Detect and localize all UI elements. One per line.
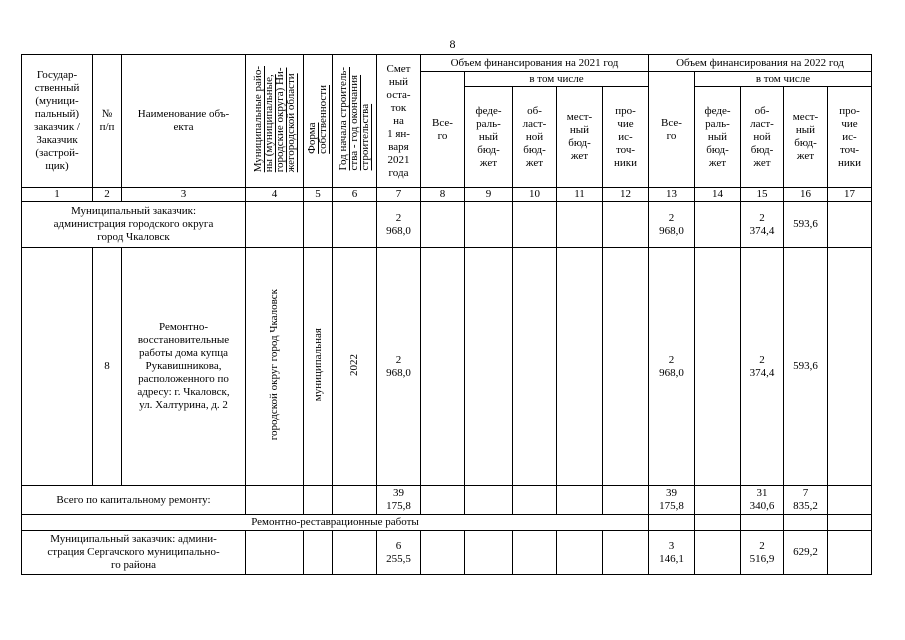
text-line: ласт-	[522, 117, 547, 130]
text-line: го	[437, 129, 448, 142]
text-line: 175,8	[386, 500, 411, 512]
text-line: городские округа) Ни-	[273, 67, 286, 173]
text-line: 2	[395, 211, 402, 224]
header-other-2021	[603, 87, 649, 188]
text-line: 374,4	[749, 224, 775, 237]
text-line: 968,0	[659, 366, 684, 379]
text-line: жет	[796, 150, 815, 162]
table-row	[22, 515, 872, 531]
object-years: 2022	[333, 248, 377, 486]
total-2022-cell	[649, 486, 695, 515]
text-line: мест-	[566, 111, 593, 123]
header-including-2021: в том числе	[465, 72, 649, 87]
page-number: 8	[449, 37, 456, 51]
text-line: Государ-	[36, 69, 78, 81]
text-line: об-	[527, 104, 542, 117]
col-num-5: 5	[304, 188, 333, 202]
text-line: мест-	[792, 111, 819, 123]
text-line: 31	[756, 487, 768, 499]
text-line: расположенного по	[138, 373, 229, 385]
text-line: жет	[525, 156, 544, 169]
text-line: 255,5	[386, 552, 411, 565]
total-2022-cell	[649, 248, 695, 486]
column-number-row	[22, 188, 872, 202]
text-line: ласт-	[750, 117, 774, 130]
object-name	[122, 248, 246, 486]
text-line: 835,2	[793, 500, 818, 512]
header-other-2022	[828, 87, 872, 188]
text-line: го	[666, 129, 677, 142]
text-line: 340,6	[749, 500, 775, 512]
text-line: пальный)	[34, 108, 80, 120]
customer-label	[22, 531, 246, 575]
text-line: (застрой-	[35, 147, 79, 159]
text-line: ток	[390, 101, 407, 114]
text-line: го района	[110, 559, 157, 571]
text-line: 39	[393, 487, 404, 499]
total-2022-cell	[649, 531, 695, 575]
col-num-15: 15	[741, 188, 784, 202]
text-line: Форма	[306, 122, 318, 154]
header-financing-2021: Объем финансирования на 2021 год	[421, 55, 649, 72]
text-line: адресу: г. Чкаловск,	[137, 386, 230, 398]
header-total-2022	[649, 72, 695, 188]
text-line: Муниципальный заказчик:	[70, 205, 197, 217]
local-2022-cell	[784, 486, 828, 515]
table-row	[22, 202, 872, 248]
text-line: строительства	[359, 104, 371, 171]
text-line: 7	[802, 487, 809, 499]
text-line: жет	[479, 156, 498, 169]
text-line: п/п	[99, 121, 115, 133]
estimated-balance-cell	[377, 486, 421, 515]
text-line: бюд-	[794, 137, 817, 149]
local-2022-cell: 593,6	[784, 202, 828, 248]
text-line: Муниципальные райо-	[251, 65, 264, 173]
text-line: Рукавишникова,	[145, 360, 222, 372]
col-num-16: 16	[784, 188, 828, 202]
col-num-7: 7	[377, 188, 421, 202]
table-row	[22, 531, 872, 575]
text-line: оста-	[386, 88, 411, 101]
regional-2022-cell	[741, 531, 784, 575]
text-line: 1 ян-	[387, 127, 410, 140]
estimated-balance-cell	[377, 248, 421, 486]
text-line: заказчик /	[34, 121, 80, 133]
header-object-name	[122, 55, 246, 188]
table-row	[22, 248, 872, 486]
text-line: собственности	[317, 84, 329, 154]
text-line: Год начала строитель-	[337, 67, 349, 171]
col-num-4: 4	[246, 188, 304, 202]
text-line: чие	[841, 117, 858, 130]
text-line: 2	[759, 211, 765, 224]
text-line: Муниципальный заказчик: админи-	[50, 533, 217, 545]
text-line: Все-	[432, 116, 453, 129]
text-line: 3	[668, 539, 675, 552]
text-line: щик)	[45, 160, 69, 172]
text-line: 2	[759, 539, 765, 552]
col-num-12: 12	[603, 188, 649, 202]
text-line: варя	[388, 140, 409, 153]
regional-2022-cell	[741, 486, 784, 515]
text-line: (муници-	[35, 95, 79, 107]
text-line: 2	[759, 353, 765, 366]
text-line: 2021	[387, 153, 410, 166]
text-line: 968,0	[386, 224, 411, 237]
text-line: раль-	[705, 117, 730, 130]
text-line: года	[388, 166, 409, 179]
text-line: 2	[668, 211, 675, 224]
text-line: точ-	[839, 143, 860, 156]
text-line: бюд-	[523, 143, 546, 156]
local-2022-cell: 629,2	[784, 531, 828, 575]
text-line: 2	[668, 353, 675, 366]
header-local-2022	[784, 87, 828, 188]
text-line: об-	[754, 104, 770, 117]
text-line: на	[393, 114, 404, 127]
text-line: 516,9	[749, 552, 775, 565]
text-line: ства - год окончания	[348, 75, 360, 171]
text-line: бюд-	[477, 143, 500, 156]
header-regional-2021	[513, 87, 557, 188]
text-line: жет	[570, 150, 589, 162]
col-num-6: 6	[333, 188, 377, 202]
col-num-13: 13	[649, 188, 695, 202]
total-capital-label: Всего по капитальному ремонту:	[22, 486, 246, 515]
regional-2022-cell	[741, 248, 784, 486]
col-num-11: 11	[557, 188, 603, 202]
text-line: феде-	[704, 104, 731, 117]
text-line: ный	[388, 75, 409, 88]
header-number	[93, 55, 122, 188]
table-row	[22, 486, 872, 515]
header-districts	[246, 55, 304, 188]
header-federal-2022	[695, 87, 741, 188]
header-customer	[22, 55, 93, 188]
text-line: ники	[613, 156, 637, 169]
text-line: бюд-	[568, 137, 591, 149]
text-line: ный	[569, 124, 590, 136]
text-line: чие	[617, 117, 634, 130]
text-line: восстановительные	[137, 334, 230, 346]
local-2022-cell: 593,6	[784, 248, 828, 486]
text-line: ны (муниципальные,	[262, 74, 275, 173]
text-line: администрация городского округа	[53, 218, 214, 230]
text-line: 2	[395, 353, 402, 366]
header-construction-years	[333, 55, 377, 188]
text-line: точ-	[615, 143, 636, 156]
text-line: ный	[707, 130, 728, 143]
header-financing-2022: Объем финансирования на 2022 год	[649, 55, 872, 72]
text-line: 374,4	[749, 366, 775, 379]
object-number: 8	[93, 248, 122, 486]
regional-2022-cell	[741, 202, 784, 248]
col-num-14: 14	[695, 188, 741, 202]
text-line: жегородской области	[284, 73, 297, 173]
header-estimated-balance	[377, 55, 421, 188]
section-heading: Ремонтно-реставрационные работы	[22, 515, 649, 531]
financing-table	[21, 54, 872, 575]
header-ownership	[304, 55, 333, 188]
text-line: страция Сергачского муниципально-	[47, 546, 220, 558]
text-line: жет	[753, 156, 771, 169]
text-line: феде-	[475, 104, 502, 117]
text-line: про-	[839, 104, 860, 117]
header-regional-2022	[741, 87, 784, 188]
estimated-balance-cell	[377, 202, 421, 248]
text-line: бюд-	[750, 143, 774, 156]
text-line: про-	[615, 104, 636, 117]
header-including-2022: в том числе	[695, 72, 872, 87]
text-line: Смет	[386, 62, 411, 75]
text-line: жет	[708, 156, 727, 169]
customer-label	[22, 202, 246, 248]
text-line: 146,1	[659, 552, 684, 565]
col-num-8: 8	[421, 188, 465, 202]
text-line: 6	[395, 539, 402, 552]
text-line: 968,0	[386, 366, 411, 379]
text-line: Наименование объ-	[137, 108, 230, 120]
col-num-1: 1	[22, 188, 93, 202]
text-line: работы дома купца	[138, 347, 229, 359]
text-line: 175,8	[659, 500, 684, 512]
text-line: ники	[837, 156, 861, 169]
header-total-2021	[421, 72, 465, 188]
text-line: ис-	[618, 130, 633, 143]
text-line: бюд-	[706, 143, 729, 156]
object-ownership: муниципальная	[304, 248, 333, 486]
text-line: ис-	[842, 130, 857, 143]
text-line: Все-	[661, 116, 682, 129]
text-line: Ремонтно-	[158, 321, 209, 333]
text-line: ственный	[34, 82, 80, 94]
estimated-balance-cell	[377, 531, 421, 575]
text-line: 968,0	[659, 224, 684, 237]
col-num-3: 3	[122, 188, 246, 202]
text-line: ный	[795, 124, 816, 136]
total-2022-cell	[649, 202, 695, 248]
header-federal-2021	[465, 87, 513, 188]
text-line: ул. Халтурина, д. 2	[139, 399, 228, 411]
text-line: Заказчик	[36, 134, 78, 146]
col-num-17: 17	[828, 188, 872, 202]
header-local-2021	[557, 87, 603, 188]
text-line: №	[101, 108, 113, 120]
text-line: ной	[525, 130, 544, 143]
object-district: городской округ город Чкаловск	[246, 248, 304, 486]
col-num-2: 2	[93, 188, 122, 202]
text-line: ной	[753, 130, 771, 143]
text-line: ный	[478, 130, 499, 143]
col-num-9: 9	[465, 188, 513, 202]
text-line: город Чкаловск	[97, 231, 170, 243]
text-line: раль-	[476, 117, 501, 130]
text-line: екта	[173, 121, 194, 133]
text-line: 39	[666, 487, 677, 499]
col-num-10: 10	[513, 188, 557, 202]
